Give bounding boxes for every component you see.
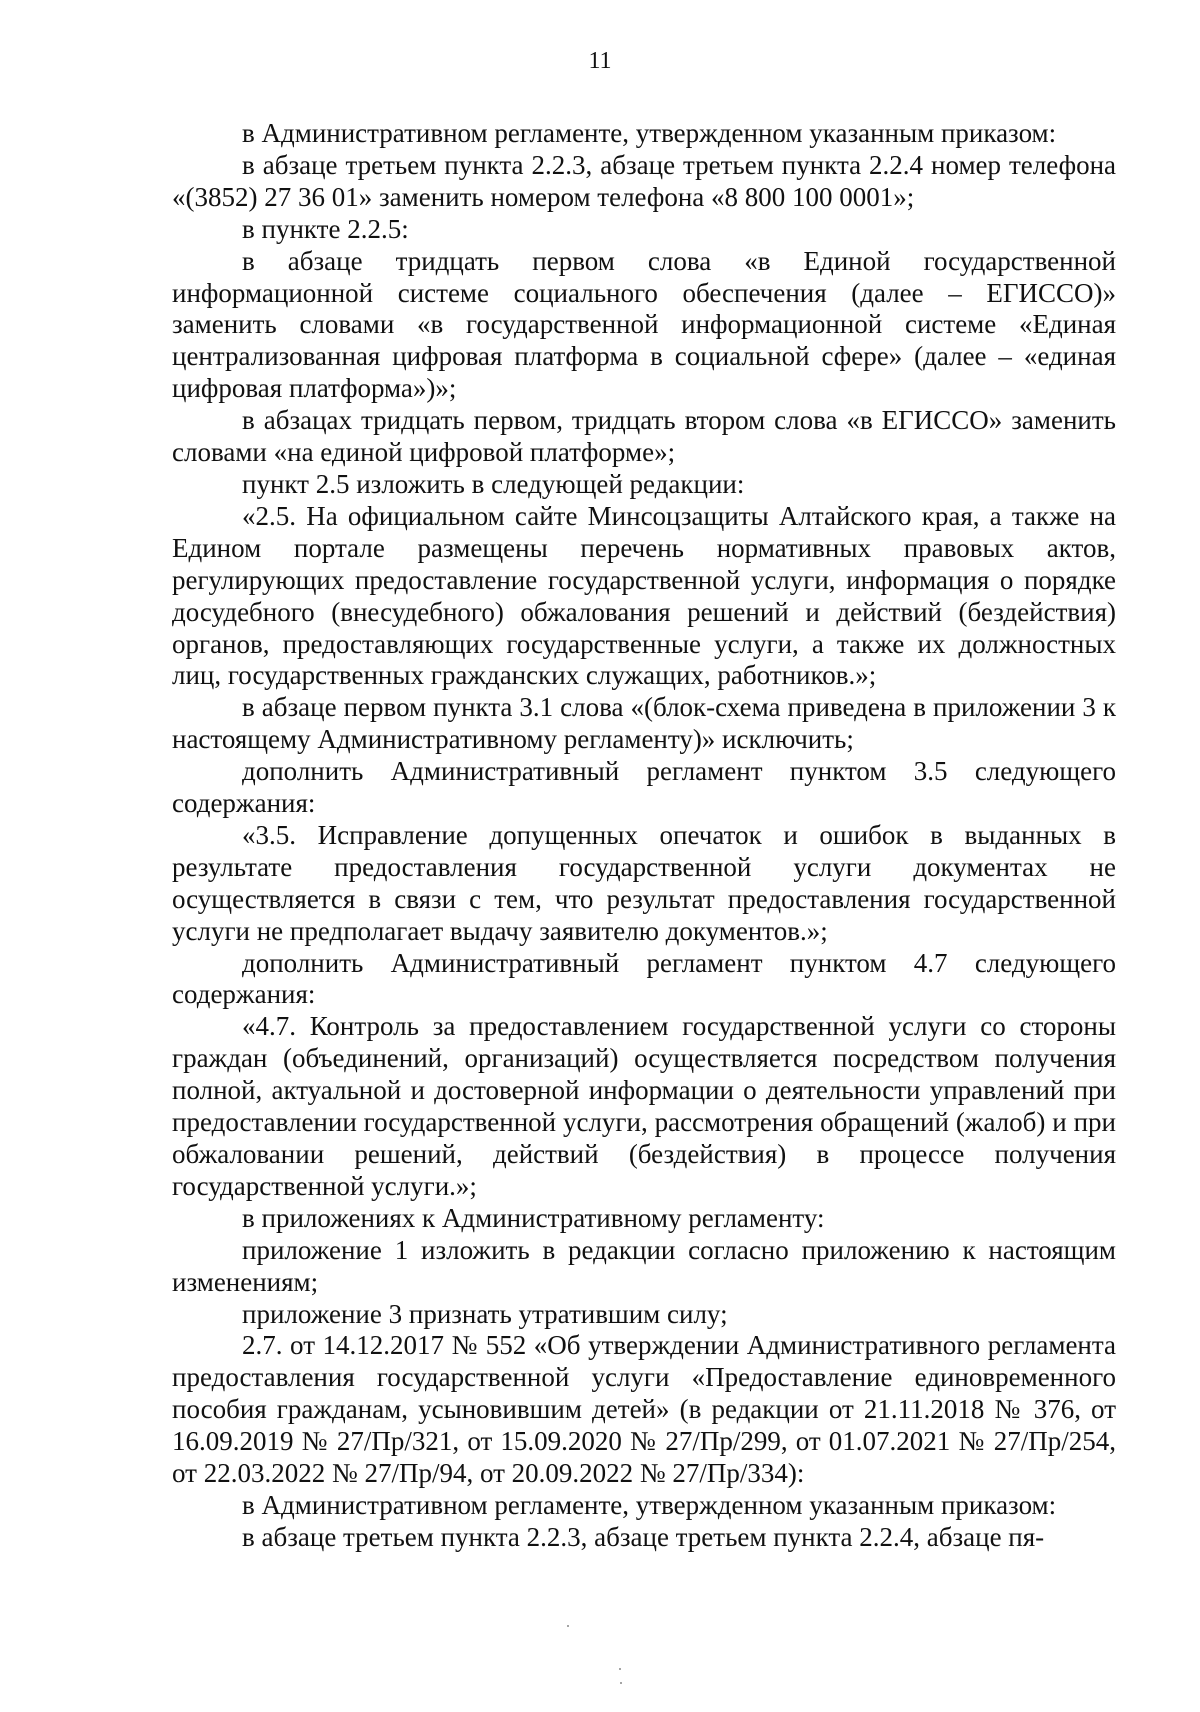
paragraph-14: приложение 1 изложить в редакции согласно приложению к настоящим изменениям; bbox=[172, 1234, 1116, 1297]
paragraph-2: в абзаце третьем пункта 2.2.3, абзаце третьем пункта 2.2.4 номер телефона «(3852) 27 36 01» заменить номером телефона «8 800 100 0001»; bbox=[172, 149, 1116, 212]
paragraph-9: дополнить Административный регламент пунктом 3.5 следующего содержания: bbox=[172, 756, 1116, 819]
paragraph-4: в абзаце тридцать первом слова «в Единой государственной информационной системе социального обеспечения (далее – ЕГИССО)» заменить словами «в государственной информационной системе «Единая централизованная цифровая платформа в социальной сфере» (далее – «единая цифровая платформа»)»; bbox=[172, 245, 1116, 404]
paragraph-17: в Административном регламенте, утвержденном указанным приказом: bbox=[242, 1489, 1057, 1520]
paragraph-8: в абзаце первом пункта 3.1 слова «(блок-схема приведена в приложении 3 к настоящему Административному регламенту)» исключить; bbox=[172, 692, 1116, 755]
document-body bbox=[172, 118, 1116, 1554]
paragraph-13: в приложениях к Административному регламенту: bbox=[242, 1202, 825, 1233]
paragraph-18: в абзаце третьем пункта 2.2.3, абзаце третьем пункта 2.2.4, абзаце пя- bbox=[242, 1521, 1045, 1552]
paragraph-1: в Административном регламенте, утвержденном указанным приказом: bbox=[242, 118, 1057, 148]
paragraph-12: «4.7. Контроль за предоставлением государственной услуги со стороны граждан (объединений, организаций) осуществляется посредством получения полной, актуальной и достоверной информации о деятельности управлений при предоставлении государственной услуги, рассмотрения обращений (жалоб) и при обжаловании решений, действий (бездействия) в процессе получения государственной услуги.»; bbox=[172, 1011, 1116, 1201]
paragraph-7: «2.5. На официальном сайте Минсоцзащиты Алтайского края, а также на Едином портале размещены перечень нормативных правовых актов, регулирующих предоставление государственной услуги, информация о порядке досудебного (внесудебного) обжалования решений и действий (бездействия) органов, предоставляющих государственные услуги, а также их должностных лиц, государственных гражданских служащих, работников.»; bbox=[172, 500, 1116, 691]
paragraph-6: пункт 2.5 изложить в следующей редакции: bbox=[242, 468, 745, 499]
page-number: 11 bbox=[588, 48, 612, 74]
scan-speck bbox=[567, 1625, 569, 1627]
paragraph-11: дополнить Административный регламент пунктом 4.7 следующего содержания: bbox=[172, 947, 1116, 1010]
scan-speck bbox=[620, 1682, 622, 1684]
paragraph-15: приложение 3 признать утратившим силу; bbox=[242, 1298, 728, 1329]
paragraph-3: в пункте 2.2.5: bbox=[242, 213, 409, 244]
paragraph-10: «3.5. Исправление допущенных опечаток и ошибок в выданных в результате предоставления государственной услуги документах не осуществляется в связи с тем, что результат предоставления государственной услуги не предполагает выдачу заявителю документов.»; bbox=[172, 819, 1116, 946]
scan-speck bbox=[619, 1668, 621, 1670]
paragraph-16: 2.7. от 14.12.2017 № 552 «Об утверждении Административного регламента предоставления государственной услуги «Предоставление единовременного пособия гражданам, усыновившим детей» (в редакции от 21.11.2018 № 376, от 16.09.2019 № 27/Пр/321, от 15.09.2020 № 27/Пр/299, от 01.07.2021 № 27/Пр/254, от 22.03.2022 № 27/Пр/94, от 20.09.2022 № 27/Пр/334): bbox=[172, 1330, 1116, 1489]
paragraph-5: в абзацах тридцать первом, тридцать втором слова «в ЕГИССО» заменить словами «на единой цифровой платформе»; bbox=[172, 405, 1116, 468]
